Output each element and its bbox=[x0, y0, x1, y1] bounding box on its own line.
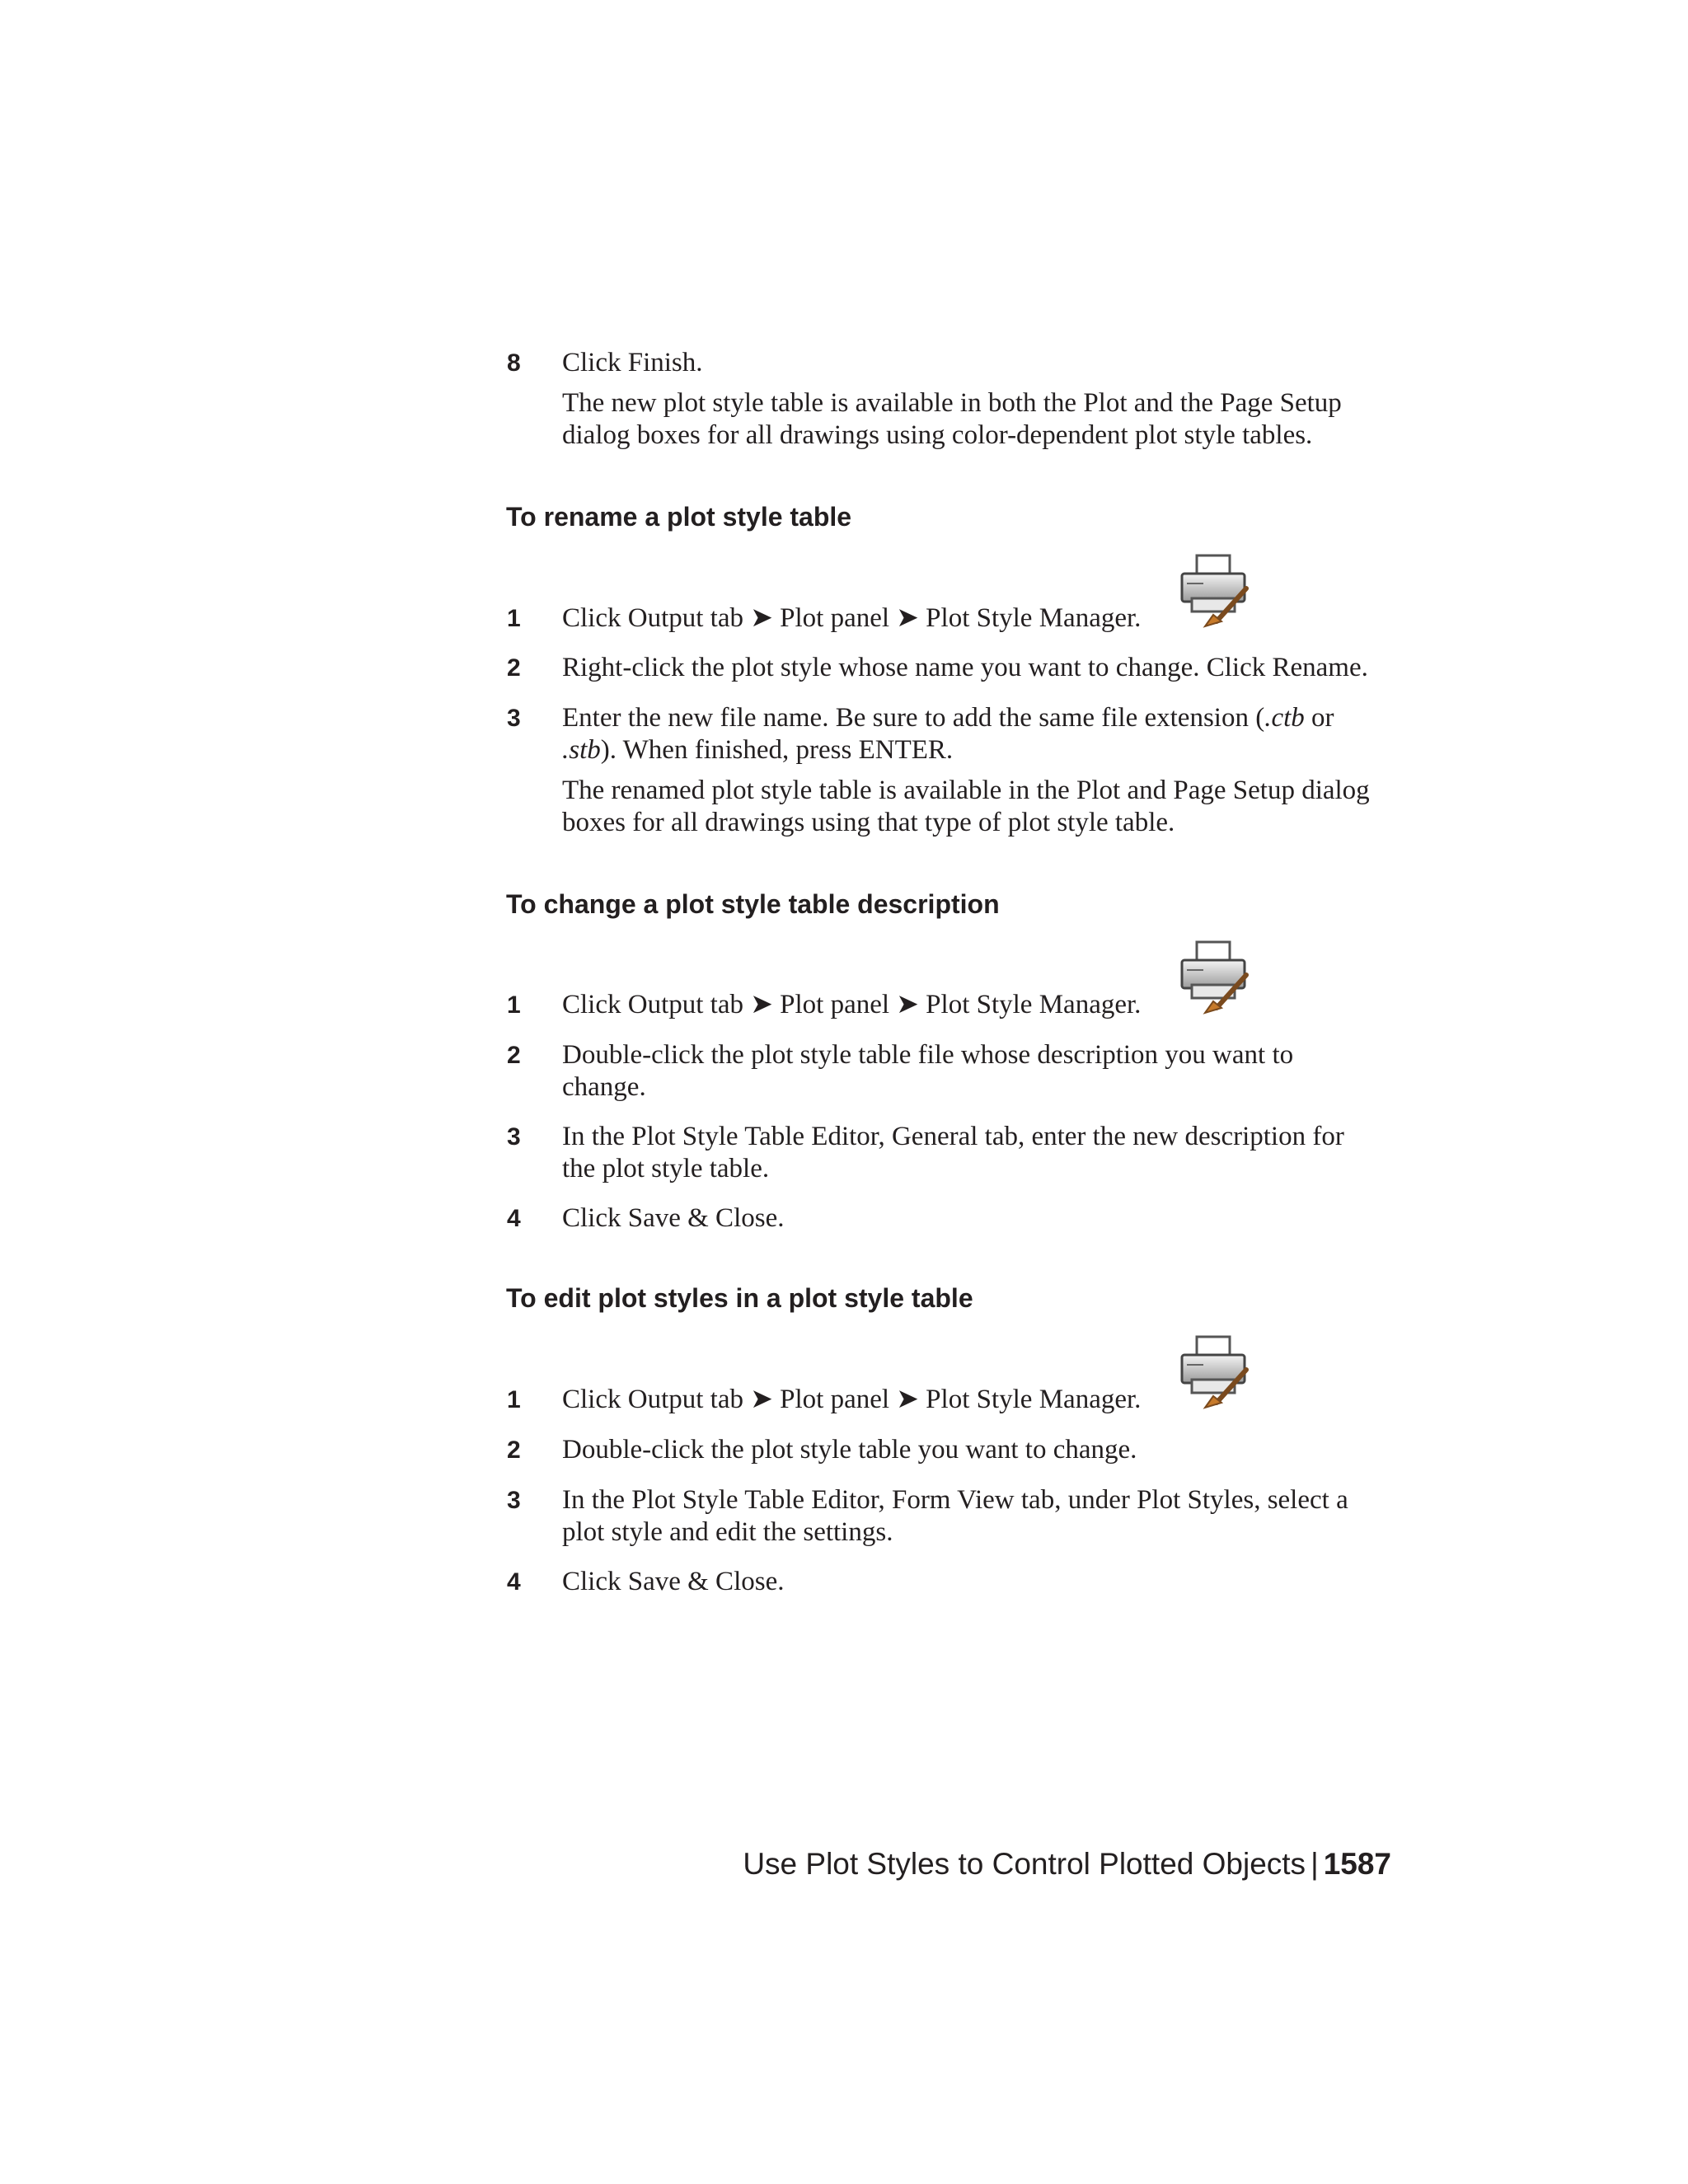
note-line: boxes for all drawings using that type of plot style table. bbox=[562, 808, 1175, 837]
step-number: 3 bbox=[507, 1487, 521, 1514]
step-text: Click Finish. bbox=[562, 348, 703, 377]
printer-brush-icon[interactable] bbox=[1177, 552, 1253, 628]
step-text: Enter the new file name. Be sure to add the same file extension (.ctb or .stb). When finished, press ENTER. bbox=[562, 703, 1334, 765]
note-line: The new plot style table is available in both the Plot and the Page Setup bbox=[562, 388, 1342, 418]
step-number: 2 bbox=[507, 654, 521, 682]
step-text: Double-click the plot style table file whose description you want to change. bbox=[562, 1040, 1294, 1102]
step-number: 1 bbox=[507, 605, 521, 632]
page-number: 1587 bbox=[1323, 1847, 1391, 1881]
rename-note bbox=[562, 775, 1395, 839]
section-heading-description: To change a plot style table description bbox=[506, 889, 1000, 919]
section-heading-rename: To rename a plot style table bbox=[506, 502, 852, 532]
note-line: The renamed plot style table is available in the Plot and Page Setup dialog bbox=[562, 776, 1370, 805]
step-text: Click Output tab ➤ Plot panel ➤ Plot Style Manager. bbox=[562, 990, 1142, 1019]
step-text: Double-click the plot style table you want to change. bbox=[562, 1435, 1137, 1465]
step-text: Right-click the plot style whose name you want to change. Click Rename. bbox=[562, 653, 1368, 682]
note-line: dialog boxes for all drawings using color-dependent plot style tables. bbox=[562, 420, 1313, 450]
footer-separator: | bbox=[1311, 1847, 1319, 1881]
step-number: 3 bbox=[507, 1123, 521, 1151]
step-number: 8 bbox=[507, 349, 521, 377]
step-text: Click Output tab ➤ Plot panel ➤ Plot Style Manager. bbox=[562, 603, 1142, 633]
step-number: 2 bbox=[507, 1436, 521, 1464]
step-8-note bbox=[562, 387, 1395, 452]
ctb-extension: .ctb bbox=[1264, 703, 1305, 733]
stb-extension: .stb bbox=[562, 735, 601, 765]
printer-brush-icon[interactable] bbox=[1177, 1333, 1253, 1409]
footer-title: Use Plot Styles to Control Plotted Objects bbox=[743, 1847, 1306, 1881]
step-number: 2 bbox=[507, 1042, 521, 1069]
step-number: 1 bbox=[507, 1386, 521, 1413]
step-number: 1 bbox=[507, 991, 521, 1019]
printer-brush-icon[interactable] bbox=[1177, 939, 1253, 1015]
page-footer bbox=[742, 1846, 1391, 1882]
step-text: Click Output tab ➤ Plot panel ➤ Plot Style Manager. bbox=[562, 1385, 1142, 1414]
step-text: In the Plot Style Table Editor, Form View tab, under Plot Styles, select a plot style and edit the settings. bbox=[562, 1485, 1348, 1547]
step-text: Click Save & Close. bbox=[562, 1567, 785, 1596]
step-number: 4 bbox=[507, 1568, 521, 1596]
step-text: In the Plot Style Table Editor, General tab, enter the new description for the plot style table. bbox=[562, 1122, 1344, 1183]
step-number: 4 bbox=[507, 1205, 521, 1232]
section-heading-edit: To edit plot styles in a plot style table bbox=[506, 1283, 973, 1313]
step-text: Click Save & Close. bbox=[562, 1203, 785, 1233]
step-number: 3 bbox=[507, 705, 521, 732]
